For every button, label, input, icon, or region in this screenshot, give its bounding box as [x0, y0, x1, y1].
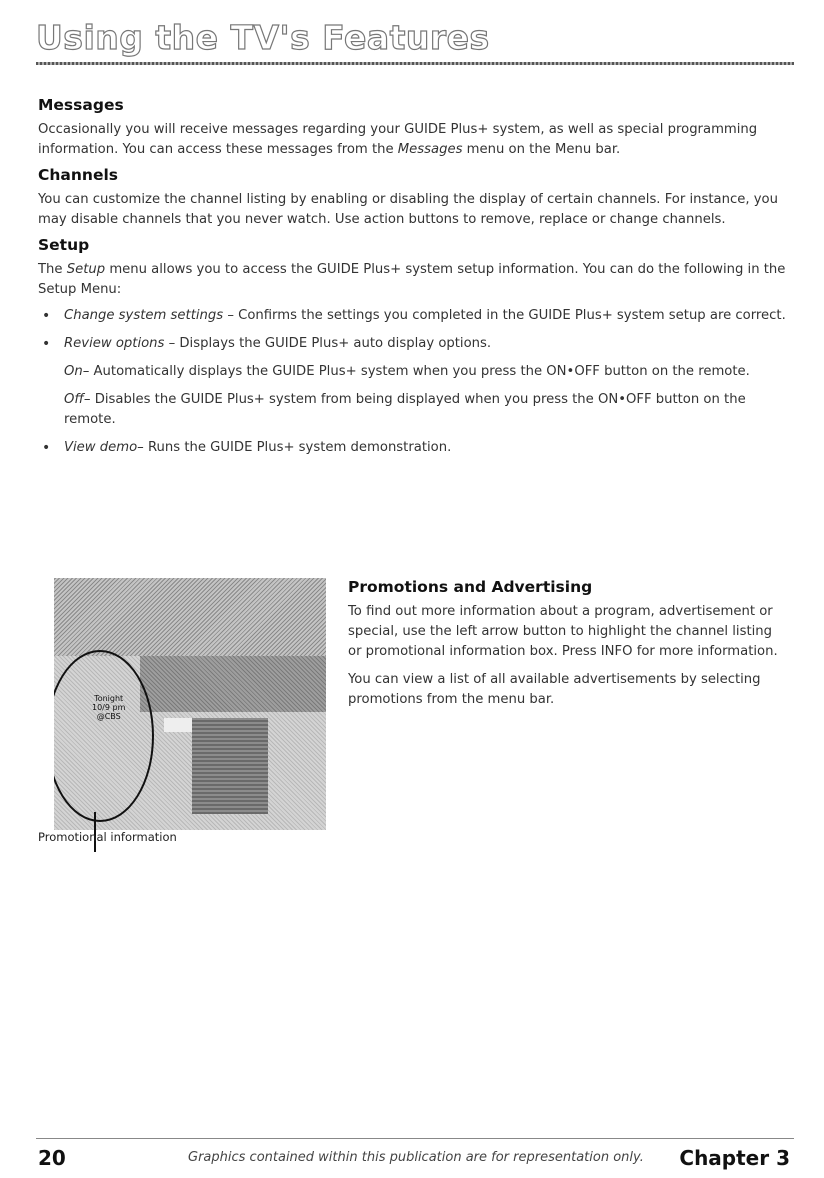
setup-options-list: [38, 306, 798, 354]
promotions-heading: Promotions and Advertising: [348, 578, 593, 596]
guide-screen-image: [54, 578, 326, 830]
promo-line: @CBS: [96, 712, 121, 721]
messages-menu-name: Messages: [397, 142, 463, 157]
suboption-description: Disables the GUIDE Plus+ system from being displayed when you press the ON•OFF button on the remote.: [64, 392, 746, 427]
promo-box-text: [92, 694, 125, 721]
promotions-text-1: To find out more information about a program, advertisement or special, use the left arrow button to highlight the channel listing or promotional information box. Press INFO for more information.: [348, 604, 778, 659]
list-item: [38, 438, 798, 458]
option-name: Change system settings: [64, 308, 224, 323]
main-content: [38, 96, 798, 466]
menu-selection: [164, 718, 194, 732]
list-item: [38, 334, 798, 354]
promotions-text-2: You can view a list of all available advertisements by selecting promotions from the menu bar.: [348, 672, 761, 707]
suboption-name: Off–: [64, 392, 91, 407]
section-promotions: [348, 578, 788, 718]
channels-text: You can customize the channel listing by enabling or disabling the display of certain channels. For instance, you may disable channels that you never watch. Use action buttons to remove, replace or change channels.: [38, 192, 778, 227]
promotional-highlight-ellipse: [54, 650, 154, 822]
chapter-label: Chapter 3: [679, 1146, 790, 1170]
section-setup: [38, 236, 798, 458]
menu-list: [192, 718, 268, 814]
setup-options-list-2: [38, 438, 798, 458]
footer-divider: [36, 1138, 794, 1139]
video-window: [54, 578, 326, 656]
messages-text: [38, 120, 798, 160]
option-name: Review options: [64, 336, 165, 351]
option-name: View demo–: [64, 440, 144, 455]
setup-heading: Setup: [38, 236, 90, 254]
setup-intro: [38, 260, 798, 300]
messages-text-part1: Occasionally you will receive messages regarding your GUIDE Plus+ system, as well as special programming information. You can access these messages from the: [38, 122, 758, 157]
setup-intro-part2: menu allows you to access the GUIDE Plus+ system setup information. You can do the following in the Setup Menu:: [38, 262, 786, 297]
list-item: [38, 306, 798, 326]
page-title: Using the TV's Features: [36, 18, 490, 57]
suboption-off: [38, 390, 798, 430]
messages-heading: Messages: [38, 96, 124, 114]
suboption-on: [38, 362, 798, 382]
promo-line: Tonight: [94, 694, 124, 703]
section-channels: [38, 166, 798, 230]
suboption-name: On–: [64, 364, 90, 379]
channel-listing-box: [140, 656, 326, 712]
setup-intro-part1: The: [38, 262, 67, 277]
option-description: Runs the GUIDE Plus+ system demonstration.: [143, 440, 452, 455]
page-number: 20: [38, 1146, 66, 1170]
channels-heading: Channels: [38, 166, 118, 184]
setup-menu-name: Setup: [66, 262, 106, 277]
header-divider: [36, 62, 794, 65]
suboption-description: Automatically displays the GUIDE Plus+ system when you press the ON•OFF button on the remote.: [89, 364, 750, 379]
footer-note: Graphics contained within this publication are for representation only.: [188, 1150, 644, 1165]
section-messages: [38, 96, 798, 160]
option-description: – Displays the GUIDE Plus+ auto display options.: [164, 336, 492, 351]
messages-text-part2: menu on the Menu bar.: [462, 142, 621, 157]
callout-label: Promotional information: [38, 830, 177, 844]
option-description: – Confirms the settings you completed in the GUIDE Plus+ system setup are correct.: [223, 308, 786, 323]
promo-line: 10/9 pm: [92, 703, 126, 712]
